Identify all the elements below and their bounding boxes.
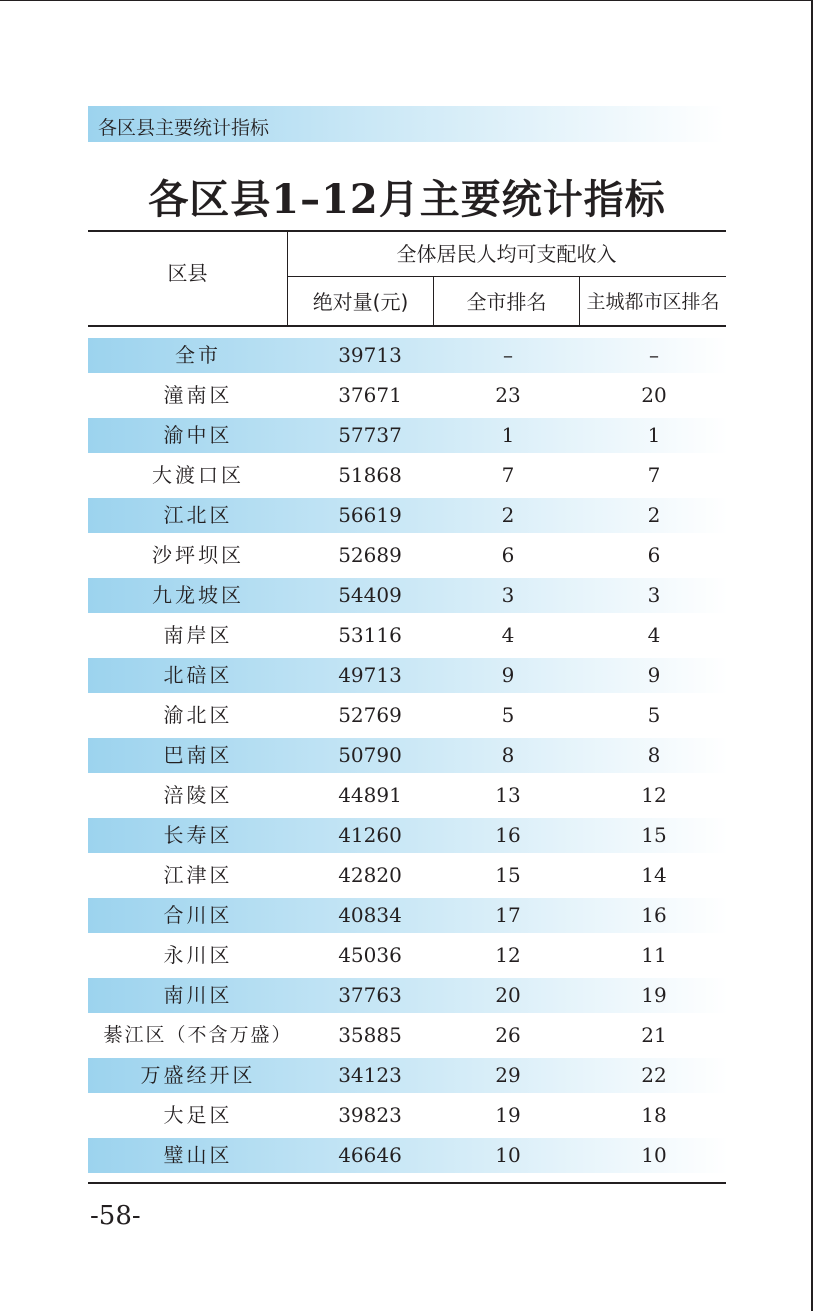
city-rank-value: – — [503, 343, 513, 367]
table-row — [88, 898, 728, 933]
page-number: -58- — [90, 1201, 141, 1231]
core-rank-value: 16 — [641, 903, 667, 927]
district-name: 长寿区 — [163, 823, 233, 847]
income-value: 51868 — [338, 463, 402, 487]
income-value: 42820 — [338, 863, 402, 887]
district-name: 永川区 — [163, 943, 233, 967]
table-row — [88, 778, 728, 813]
core-rank-value: 12 — [641, 783, 667, 807]
page-frame-right — [811, 0, 813, 1311]
income-value: 39713 — [338, 343, 402, 367]
core-rank-value: 19 — [641, 983, 667, 1007]
income-value: 49713 — [338, 663, 402, 687]
table-row — [88, 1138, 728, 1173]
table-row — [88, 498, 728, 533]
table-row — [88, 538, 728, 573]
core-rank-value: 7 — [647, 463, 661, 487]
income-value: 45036 — [338, 943, 402, 967]
table-row — [88, 378, 728, 413]
income-value: 40834 — [338, 903, 402, 927]
district-name: 江津区 — [163, 863, 233, 887]
city-rank-value: 17 — [495, 903, 521, 927]
table-row — [88, 1098, 728, 1133]
table-row — [88, 578, 728, 613]
table-row — [88, 1018, 728, 1053]
header-core-rank: 主城都市区排名 — [586, 291, 720, 313]
core-rank-value: 18 — [641, 1103, 667, 1127]
city-rank-value: 10 — [495, 1143, 521, 1167]
district-name: 沙坪坝区 — [152, 543, 244, 567]
city-rank-value: 7 — [501, 463, 515, 487]
city-rank-value: 16 — [495, 823, 521, 847]
section-header-band — [88, 106, 724, 142]
income-value: 35885 — [338, 1023, 402, 1047]
city-rank-value: 9 — [501, 663, 515, 687]
core-rank-value: 9 — [647, 663, 661, 687]
core-rank-value: 6 — [647, 543, 661, 567]
table-row — [88, 1058, 728, 1093]
table-row — [88, 858, 728, 893]
district-name: 南川区 — [163, 983, 233, 1007]
core-rank-value: 10 — [641, 1143, 667, 1167]
city-rank-value: 13 — [495, 783, 521, 807]
core-rank-value: 11 — [641, 943, 667, 967]
header-absolute: 绝对量(元) — [312, 290, 409, 314]
header-city-rank: 全市排名 — [466, 290, 547, 314]
city-rank-value: 5 — [501, 703, 515, 727]
core-rank-value: 21 — [641, 1023, 667, 1047]
income-value: 46646 — [338, 1143, 402, 1167]
city-rank-value: 4 — [501, 623, 515, 647]
core-rank-value: 8 — [647, 743, 661, 767]
income-value: 34123 — [338, 1063, 402, 1087]
district-name: 綦江区（不含万盛） — [103, 1024, 293, 1046]
core-rank-value: 4 — [647, 623, 661, 647]
district-name: 大渡口区 — [152, 463, 244, 487]
table-row — [88, 418, 728, 453]
city-rank-value: 1 — [501, 423, 515, 447]
core-rank-value: 2 — [647, 503, 661, 527]
city-rank-value: 15 — [495, 863, 521, 887]
district-name: 南岸区 — [163, 623, 233, 647]
table-top-rule — [88, 230, 726, 232]
core-rank-value: 1 — [647, 423, 661, 447]
income-value: 44891 — [338, 783, 402, 807]
district-name: 渝中区 — [163, 423, 233, 447]
table-row — [88, 818, 728, 853]
income-value: 53116 — [338, 623, 402, 647]
district-name: 璧山区 — [163, 1143, 233, 1167]
income-value: 52769 — [338, 703, 402, 727]
core-rank-value: 20 — [641, 383, 667, 407]
district-name: 万盛经开区 — [140, 1063, 256, 1087]
core-rank-value: 14 — [641, 863, 667, 887]
income-value: 52689 — [338, 543, 402, 567]
table-row — [88, 338, 728, 373]
income-value: 41260 — [338, 823, 402, 847]
header-bottom-rule — [88, 325, 726, 327]
core-rank-value: 3 — [647, 583, 661, 607]
section-label: 各区县主要统计指标 — [98, 117, 270, 139]
income-value: 50790 — [338, 743, 402, 767]
header-income-group: 全体居民人均可支配收入 — [396, 242, 617, 266]
table-row — [88, 658, 728, 693]
core-rank-value: 15 — [641, 823, 667, 847]
income-value: 37671 — [338, 383, 402, 407]
city-rank-value: 20 — [495, 983, 521, 1007]
core-rank-value: 5 — [647, 703, 661, 727]
table-bottom-rule — [88, 1182, 726, 1184]
table-row — [88, 698, 728, 733]
group-header-rule — [287, 276, 726, 277]
page-frame-top — [0, 0, 812, 1]
table-row — [88, 938, 728, 973]
table-title: 各区县1–12月主要统计指标 — [148, 176, 666, 223]
district-name: 大足区 — [163, 1103, 233, 1127]
city-rank-value: 29 — [495, 1063, 521, 1087]
city-rank-value: 12 — [495, 943, 521, 967]
table-row — [88, 618, 728, 653]
district-name: 涪陵区 — [163, 783, 233, 807]
city-rank-value: 26 — [495, 1023, 521, 1047]
header-district: 区县 — [167, 261, 208, 285]
district-name: 九龙坡区 — [152, 583, 244, 607]
city-rank-value: 8 — [501, 743, 515, 767]
district-name: 潼南区 — [163, 383, 233, 407]
city-rank-value: 23 — [495, 383, 521, 407]
district-name: 全市 — [175, 343, 221, 367]
table-row — [88, 978, 728, 1013]
income-value: 37763 — [338, 983, 402, 1007]
table-row — [88, 458, 728, 493]
district-name: 江北区 — [163, 503, 233, 527]
district-name: 巴南区 — [163, 743, 233, 767]
core-rank-value: 22 — [641, 1063, 667, 1087]
income-value: 39823 — [338, 1103, 402, 1127]
table-row — [88, 738, 728, 773]
income-value: 57737 — [338, 423, 402, 447]
district-name: 渝北区 — [163, 703, 233, 727]
city-rank-value: 6 — [501, 543, 515, 567]
city-rank-value: 19 — [495, 1103, 521, 1127]
core-rank-value: – — [649, 343, 659, 367]
district-name: 合川区 — [163, 903, 233, 927]
city-rank-value: 3 — [501, 583, 515, 607]
district-name: 北碚区 — [163, 663, 233, 687]
city-rank-value: 2 — [501, 503, 515, 527]
income-value: 54409 — [338, 583, 402, 607]
income-value: 56619 — [338, 503, 402, 527]
